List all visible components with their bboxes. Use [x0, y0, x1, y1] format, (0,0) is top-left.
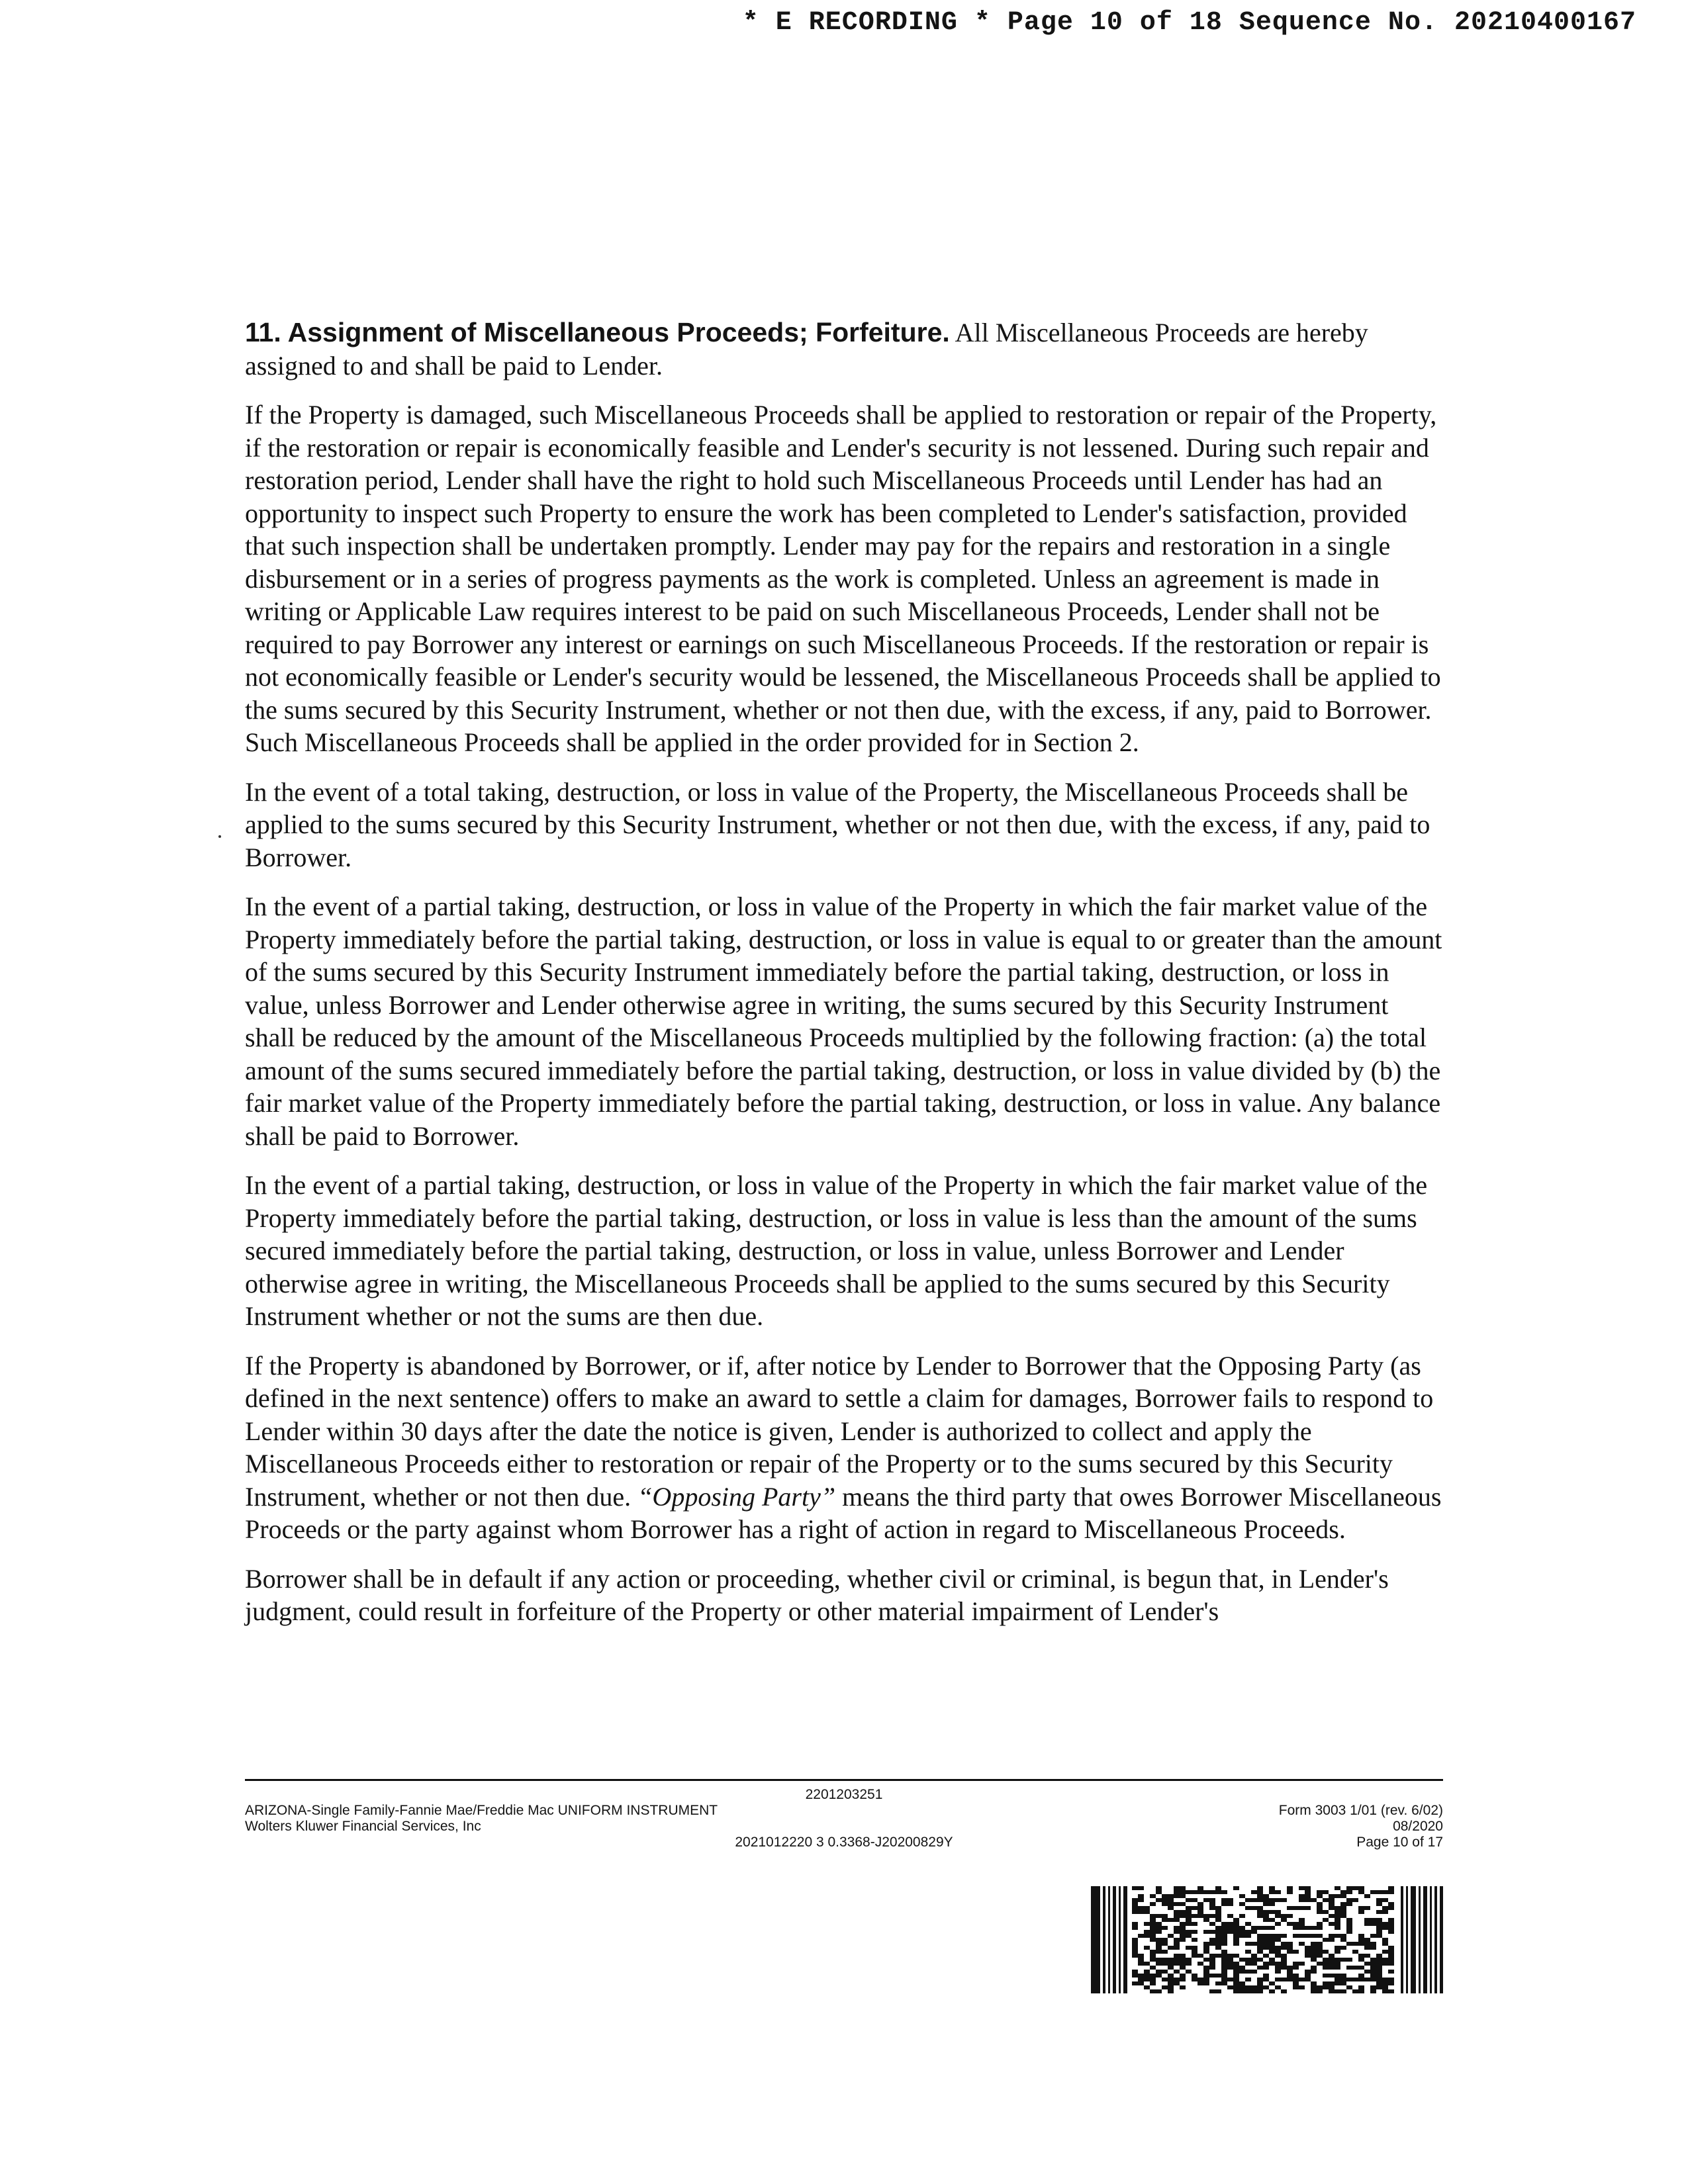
paragraph-partial-taking-less: In the event of a partial taking, destruction, or loss in value of the Property in which the fair market value of the Property immediately before the partial taking, destruction, or loss in value is less than the amount of the sums secured immediately before the partial taking, destruction, or loss in value, unless Borrower and Lender otherwise agree in writing, the Miscellaneous Proceeds shall be applied to the sums secured by this Security Instrument whether or not the sums are then due. — [245, 1170, 1428, 1331]
opposing-party-term: “Opposing Party” — [637, 1481, 836, 1512]
paragraph-abandonment-text: If the Property is abandoned by Borrower, or if, after notice by Lender to Borrower that the Opposing Party (as defined in the next sentence) offers to make an award to settle a claim for damages, Borrower fails to respond to Lender within 30 days after the date the notice is given, Lender is authorized to collect and apply the Miscellaneous Proceeds either to restoration or repair of the Property or to the sums secured by this Security Instrument, whether or not then due. — [245, 1350, 1434, 1512]
section-heading: 11. Assignment of Miscellaneous Proceeds; Forfeiture. — [245, 317, 950, 347]
footer-divider — [245, 1779, 1443, 1781]
section-intro: All Miscellaneous Proceeds are hereby assigned to and shall be paid to Lender. — [245, 318, 1368, 381]
form-number: Form 3003 1/01 (rev. 6/02) — [1278, 1803, 1443, 1818]
paragraph-abandonment — [245, 1349, 1443, 1546]
instrument-title: ARIZONA-Single Family-Fannie Mae/Freddie Mac UNIFORM INSTRUMENT — [245, 1803, 718, 1818]
page-number: Page 10 of 17 — [1356, 1835, 1443, 1850]
paragraph-damage: If the Property is damaged, such Miscellaneous Proceeds shall be applied to restoration or repair of the Property, if the restoration or repair is economically feasible and Lender's security is not lessened. During such repair and restoration period, Lender shall have the right to hold such Miscellaneous Proceeds until Lender has had an opportunity to inspect such Property to ensure the work has been completed to Lender's satisfaction, provided that such inspection shall be undertaken promptly. Lender may pay for the repairs and restoration in a single disbursement or in a series of progress payments as the work is completed. Unless an agreement is made in writing or Applicable Law requires interest to be paid on such Miscellaneous Proceeds, Lender shall not be required to pay Borrower any interest or earnings on such Miscellaneous Proceeds. If the restoration or repair is not economically feasible or Lender's security would be lessened, the Miscellaneous Proceeds shall be applied to the sums secured by this Security Instrument, whether or not then due, with the excess, if any, paid to Borrower. Such Miscellaneous Proceeds shall be applied in the order provided for in Section 2. — [245, 400, 1441, 757]
page-footer — [245, 1787, 1443, 1850]
form-date: 08/2020 — [1393, 1819, 1443, 1834]
paragraph-abandonment-definition: means the third party that owes Borrower Miscellaneous Proceeds or the party against whom Borrower has a right of action in regard to Miscellaneous Proceeds. — [245, 1481, 1442, 1544]
scan-artifact-dot — [218, 835, 221, 838]
recording-header: * E RECORDING * Page 10 of 18 Sequence No. 20210400167 — [742, 8, 1636, 38]
paragraph-default: Borrower shall be in default if any action or proceeding, whether civil or criminal, is begun that, in Lender's judgment, could result in forfeiture of the Property or other material impairment of Lender's — [245, 1563, 1389, 1626]
paragraph-total-taking: In the event of a total taking, destruction, or loss in value of the Property, the Miscellaneous Proceeds shall be applied to the sums secured by this Security Instrument, whether or not then due, with the excess, if any, paid to Borrower. — [245, 776, 1430, 872]
document-code: 2021012220 3 0.3368-J20200829Y — [735, 1835, 953, 1850]
document-body — [245, 316, 1443, 1645]
company-name: Wolters Kluwer Financial Services, Inc — [245, 1819, 481, 1834]
section-intro-paragraph — [245, 316, 1443, 382]
paragraph-partial-taking-equal: In the event of a partial taking, destruction, or loss in value of the Property in which the fair market value of the Property immediately before the partial taking, destruction, or loss in value is equal to or greater than the amount of the sums secured by this Security Instrument immediately before the partial taking, destruction, or loss in value, unless Borrower and Lender otherwise agree in writing, the sums secured by this Security Instrument shall be reduced by the amount of the Miscellaneous Proceeds multiplied by the following fraction: (a) the total amount of the sums secured immediately before the partial taking, destruction, or loss in value divided by (b) the fair market value of the Property immediately before the partial taking, destruction, or loss in value. Any balance shall be paid to Borrower. — [245, 891, 1442, 1151]
barcode-icon — [1091, 1886, 1444, 1993]
loan-number: 2201203251 — [805, 1787, 883, 1802]
